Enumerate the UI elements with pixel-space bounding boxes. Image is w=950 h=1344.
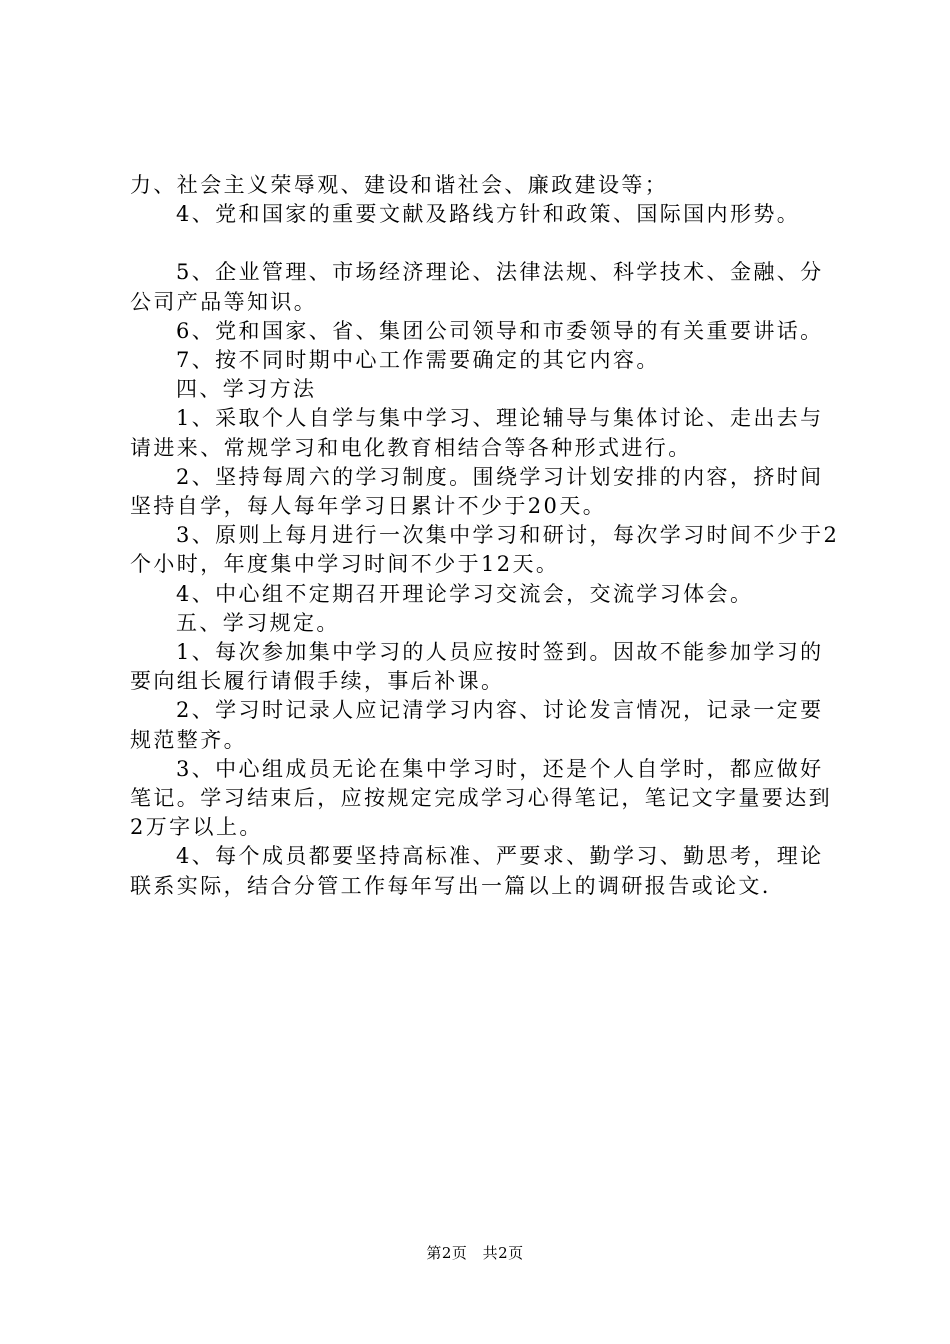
- document-body: [130, 171, 840, 901]
- list-item-6-speeches: 6、党和国家、省、集团公司领导和市委领导的有关重要讲话。: [176, 318, 824, 343]
- list-item-4-documents: 4、党和国家的重要文献及路线方针和政策、国际国内形势。: [176, 202, 801, 227]
- list-item-5-knowledge: 5、企业管理、市场经济理论、法律法规、科学技术、金融、分公司产品等知识。: [130, 260, 824, 314]
- page-total: 共2页: [482, 1244, 524, 1262]
- section-heading-methods: 四、学习方法: [176, 377, 317, 402]
- method-item-3: 3、原则上每月进行一次集中学习和研讨，每次学习时间不少于2个小时，年度集中学习时间不少于12天。: [130, 523, 840, 577]
- section-heading-rules: 五、学习规定。: [176, 610, 340, 635]
- method-item-2: 2、坚持每周六的学习制度。围绕学习计划安排的内容，挤时间坚持自学，每人每年学习日累计不少于20天。: [130, 464, 824, 519]
- rule-item-3: 3、中心组成员无论在集中学习时，还是个人自学时，都应做好笔记。学习结束后，应按规定完成学习心得笔记，笔记文字量要达到2万字以上。: [130, 756, 832, 840]
- method-item-4: 4、中心组不定期召开理论学习交流会，交流学习体会。: [176, 581, 754, 606]
- method-item-1: 1、采取个人自学与集中学习、理论辅导与集体讨论、走出去与请进来、常规学习和电化教育相结合等各种形式进行。: [130, 406, 824, 460]
- rule-item-2: 2、学习时记录人应记清学习内容、讨论发言情况，记录一定要规范整齐。: [130, 698, 824, 752]
- list-item-7-other: 7、按不同时期中心工作需要确定的其它内容。: [176, 348, 660, 373]
- page-number: 第2页: [426, 1244, 468, 1262]
- rule-item-1: 1、每次参加集中学习的人员应按时签到。因故不能参加学习的要向组长履行请假手续，事后补课。: [130, 640, 824, 694]
- page-footer: [0, 1242, 950, 1263]
- paragraph-continuation: 力、社会主义荣辱观、建设和谐社会、廉政建设等；: [130, 173, 669, 197]
- rule-item-4: 4、每个成员都要坚持高标准、严要求、勤学习、勤思考，理论联系实际，结合分管工作每年写出一篇以上的调研报告或论文.: [130, 844, 824, 898]
